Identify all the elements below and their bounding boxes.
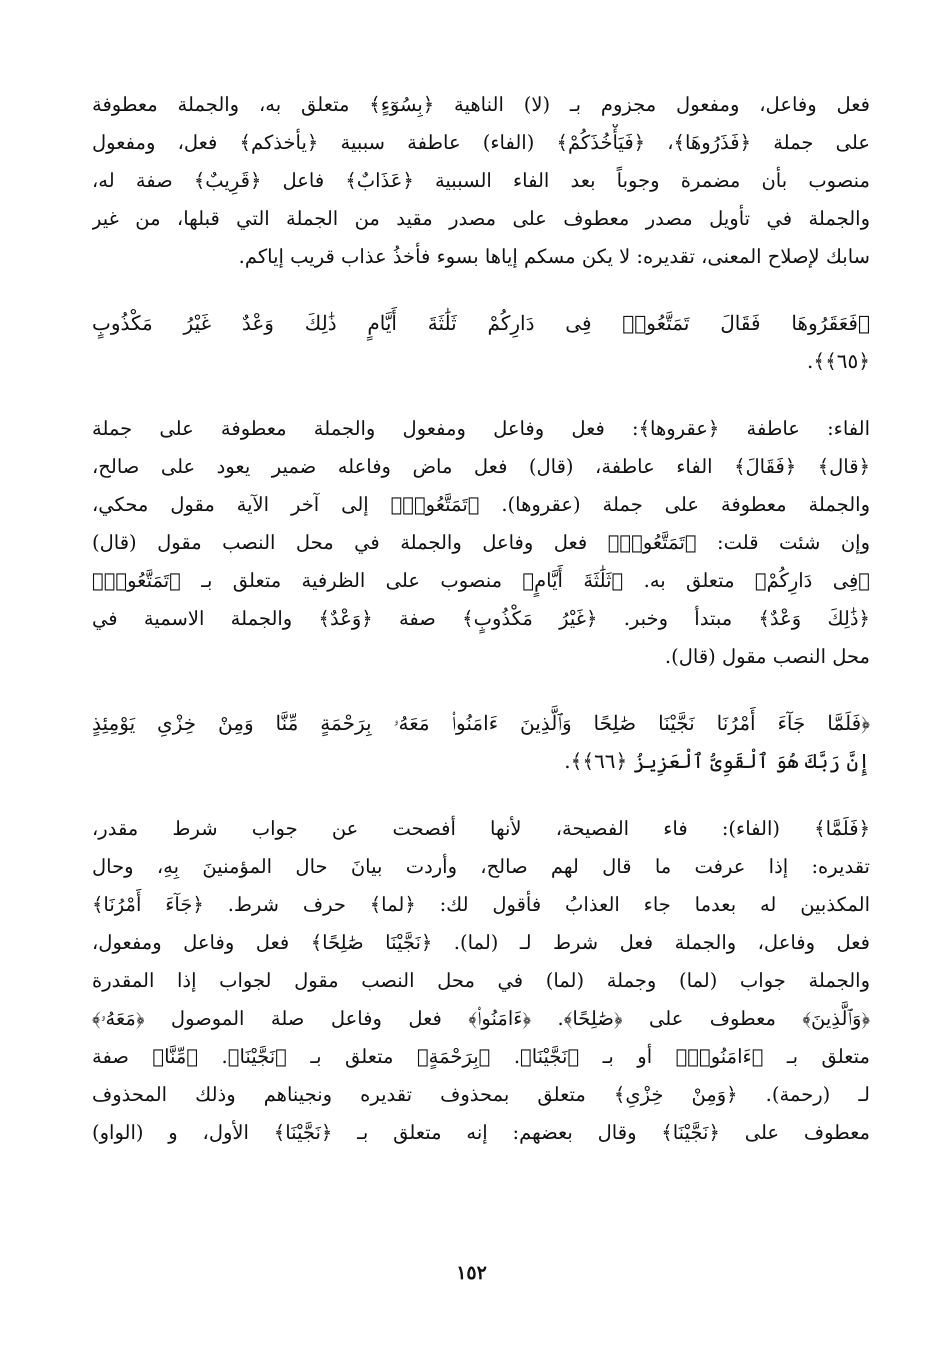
paragraph-1 — [92, 86, 870, 276]
verse-line: ﴿فَلَمَّا جَآءَ أَمْرُنَا نَجَّيْنَا صَٰلِحًا وَٱلَّذِينَ ءَامَنُوا۟ مَعَهُۥ بِرَحْمَةٍ مِّنَّا وَمِنْ خِزْىِ يَوْمِئِذٍ — [92, 711, 870, 735]
quran-verse-65 — [92, 304, 870, 380]
text-line: تقديره: إذا عرفت ما قال لهم صالح، وأردت بيانَ حال المؤمنينَ بِهِ، وحال — [92, 855, 870, 878]
page-number: ١٥٢ — [456, 1262, 487, 1284]
text-line: المكذبين له بعدما جاء العذابُ فأقول لك: ﴿لما﴾ حرف شرط. ﴿جَآءَ أَمْرُنَا﴾ — [92, 893, 870, 916]
text-column — [92, 86, 870, 1152]
text-line: محل النصب مقول (قال). — [664, 645, 870, 668]
text-line: وإن شئت قلت: ﴿تَمَتَّعُوا۟﴾ فعل وفاعل والجملة في محل النصب مقول (قال) — [92, 531, 870, 554]
paragraph-2 — [92, 410, 870, 676]
text-line: متعلق بـ ﴿ءَامَنُوا۟﴾ أو بـ ﴿نَجَّيْنَا﴾. ﴿بِرَحْمَةٍ﴾ متعلق بـ ﴿نَجَّيْنَا﴾. ﴿مِّنَّا﴾ صفة — [92, 1045, 870, 1068]
text-line: والجملة جواب (لما) وجملة (لما) في محل النصب مقول لجواب إذا المقدرة — [92, 969, 870, 992]
text-line: على جملة ﴿فَذَرُوهَا﴾، ﴿فَيَأْخُذَكُمْ﴾ (الفاء) عاطفة سببية ﴿يأخذكم﴾ فعل، ومفعول — [92, 131, 870, 154]
quran-verse-66 — [92, 704, 870, 780]
verse-line: إِنَّ رَبَّكَ هُوَ ٱلْقَوِىُّ ٱلْعَزِيزُ ﴿٦٦﴾﴾. — [564, 749, 870, 773]
text-line: معطوف على ﴿نَجَّيْنَا﴾ وقال بعضهم: إنه متعلق بـ ﴿نَجَّيْنَا﴾ الأول، و (الواو) — [92, 1121, 870, 1144]
text-line: سابك لإصلاح المعنى، تقديره: لا يكن مسكم إياها بسوء فأخذُ عذاب قريب إياكم. — [238, 245, 870, 268]
text-line: الفاء: عاطفة ﴿عقروها﴾: فعل وفاعل ومفعول والجملة معطوفة على جملة — [92, 417, 870, 440]
text-line: ﴿وَٱلَّذِينَ﴾ معطوف على ﴿صَٰلِحًا﴾. ﴿ءَامَنُوا۟﴾ فعل وفاعل صلة الموصول ﴿مَعَهُۥ﴾ — [92, 1007, 870, 1030]
text-line: ﴿فَلَمَّا﴾ (الفاء): فاء الفصيحة، لأنها أفصحت عن جواب شرط مقدر، — [92, 817, 870, 840]
text-line: ﴿ذَٰلِكَ وَعْدٌ﴾ مبتدأ وخبر. ﴿غَيْرُ مَكْذُوبٍ﴾ صفة ﴿وَعْدٌ﴾ والجملة الاسمية في — [92, 607, 870, 630]
text-line: لـ (رحمة). ﴿وَمِنْ خِزْىِ﴾ متعلق بمحذوف تقديره ونجيناهم وذلك المحذوف — [92, 1083, 870, 1106]
text-line: والجملة في تأويل مصدر معطوف على مصدر مقيد من الجملة التي قبلها، من غير — [92, 207, 870, 230]
paragraph-3 — [92, 810, 870, 1152]
verse-line: ﴿٦٥﴾﴾. — [807, 349, 870, 373]
text-line: والجملة معطوفة على جملة (عقروها). ﴿تَمَتَّعُوا۟﴾ إلى آخر الآية مقول محكي، — [92, 493, 870, 516]
text-line: ﴿قال﴾ ﴿فَقَالَ﴾ الفاء عاطفة، (قال) فعل ماض وفاعله ضمير يعود على صالح، — [92, 455, 870, 478]
text-line: فعل وفاعل، ومفعول مجزوم بـ (لا) الناهية ﴿بِسُوٓءٍ﴾ متعلق به، والجملة معطوفة — [92, 93, 870, 116]
text-line: ﴿فِى دَارِكُمْ﴾ متعلق به. ﴿ثَلَٰثَةَ أَيَّامٍ﴾ منصوب على الظرفية متعلق بـ ﴿تَمَتَّعُوا۟﴾ — [92, 569, 870, 592]
text-line: فعل وفاعل، والجملة فعل شرط لـ (لما). ﴿نَجَّيْنَا صَٰلِحًا﴾ فعل وفاعل ومفعول، — [92, 931, 870, 954]
text-line: منصوب بأن مضمرة وجوباً بعد الفاء السببية ﴿عَذَابٌ﴾ فاعل ﴿قَرِيبٌ﴾ صفة له، — [92, 169, 870, 192]
verse-line: ﴿فَعَقَرُوهَا فَقَالَ تَمَتَّعُوا۟ فِى دَارِكُمْ ثَلَٰثَةَ أَيَّامٍ ذَٰلِكَ وَعْدٌ غَيْرُ مَكْذُوبٍ — [92, 311, 870, 335]
